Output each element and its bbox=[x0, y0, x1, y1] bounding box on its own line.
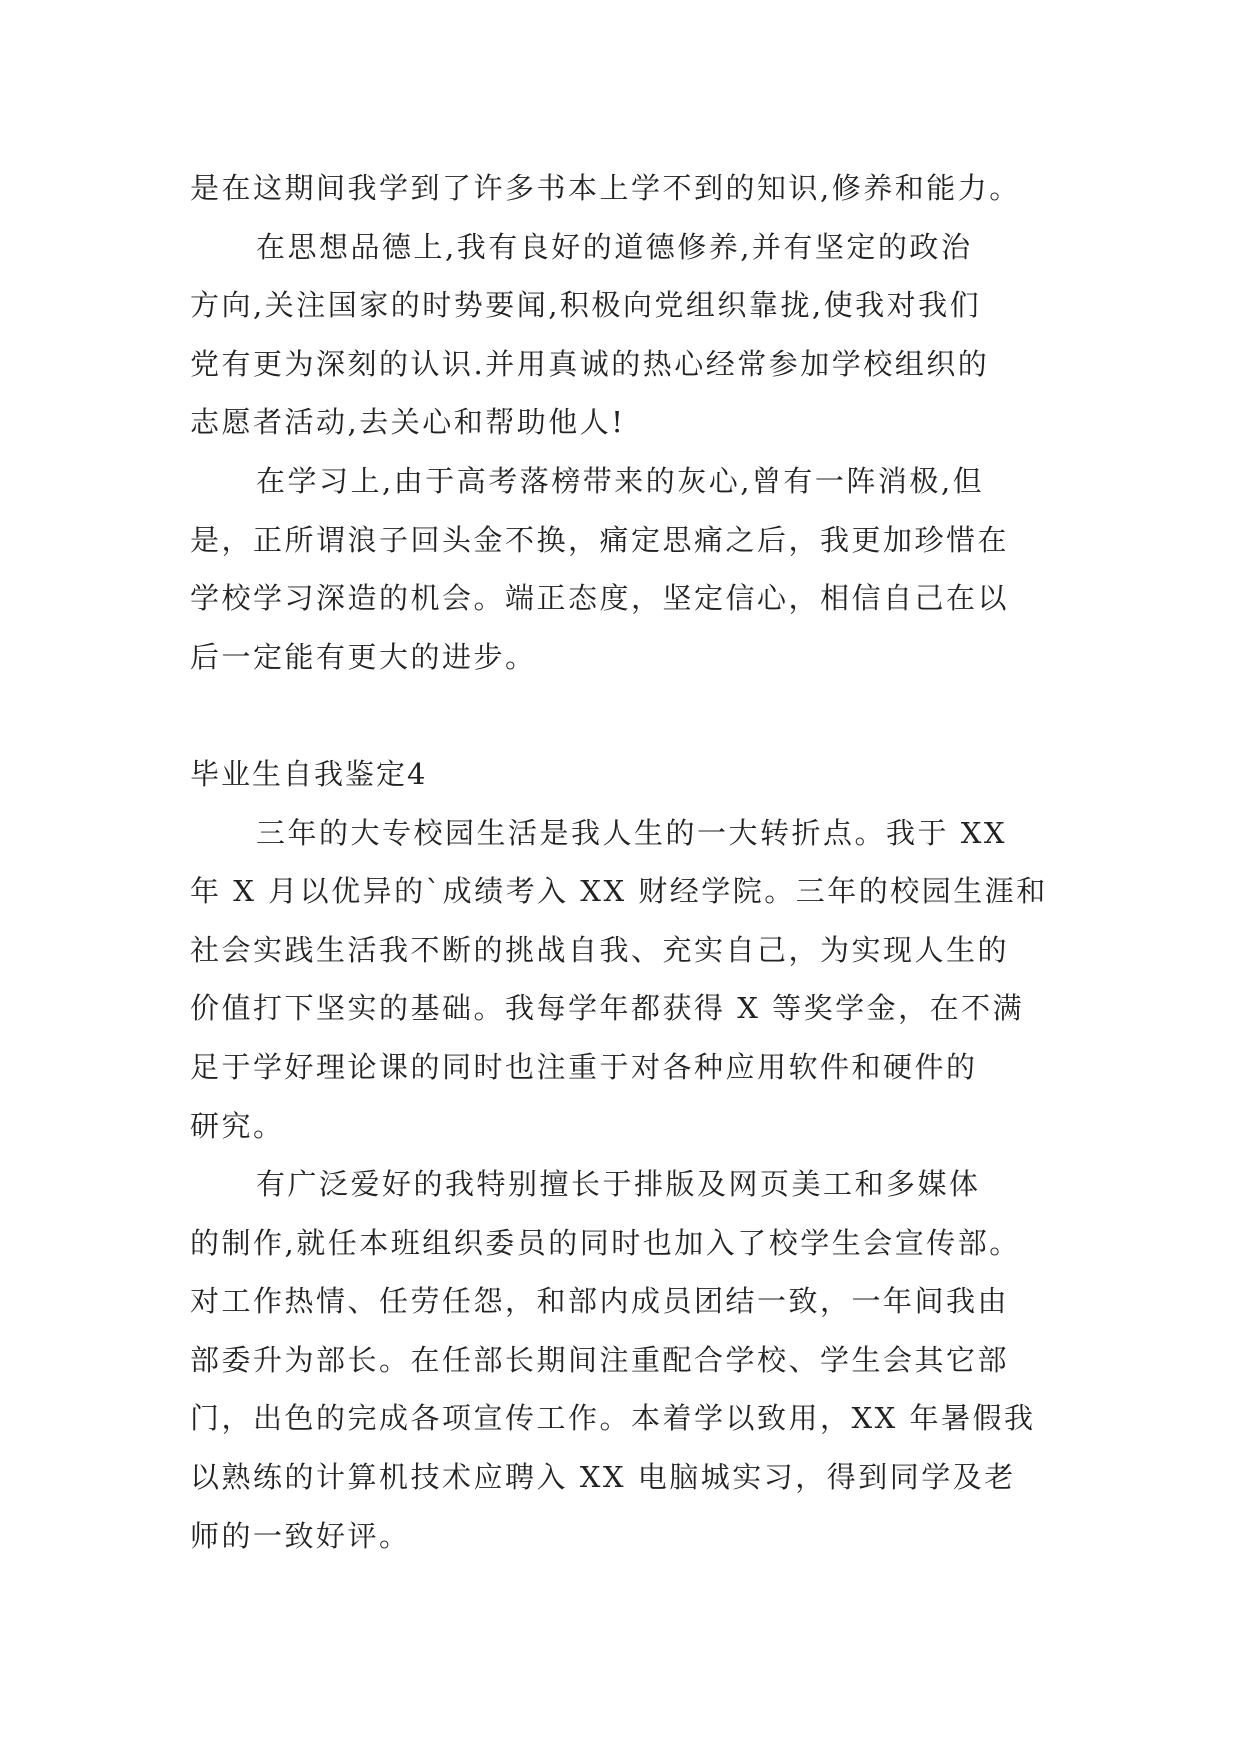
text-line: 以熟练的计算机技术应聘入 XX 电脑城实习，得到同学及老 bbox=[190, 1460, 1016, 1495]
text-line: 价值打下坚实的基础。我每学年都获得 X 等奖学金，在不满 bbox=[190, 991, 1025, 1026]
text-line: 门，出色的完成各项宣传工作。本着学以致用，XX 年暑假我 bbox=[190, 1401, 1036, 1436]
text-line: 年 X 月以优异的`成绩考入 XX 财经学院。三年的校园生涯和 bbox=[190, 874, 1048, 909]
text-line: 党有更为深刻的认识.并用真诚的热心经常参加学校组织的 bbox=[190, 346, 990, 381]
paragraph-start-line: 在思想品德上,我有良好的道德修养,并有坚定的政治 bbox=[256, 229, 973, 264]
document-body bbox=[190, 159, 1090, 1565]
text-line: 是在这期间我学到了许多书本上学不到的知识,修养和能力。 bbox=[190, 171, 1021, 205]
paragraph-start-line: 三年的大专校园生活是我人生的一大转折点。我于 XX bbox=[256, 815, 1008, 850]
text-line: 后一定能有更大的进步。 bbox=[190, 639, 537, 674]
paragraph-start-line: 在学习上,由于高考落榜带来的灰心,曾有一阵消极,但 bbox=[256, 463, 985, 498]
section-heading: 毕业生自我鉴定4 bbox=[190, 756, 428, 791]
text-line: 志愿者活动,去关心和帮助他人! bbox=[190, 405, 626, 440]
text-line: 研究。 bbox=[190, 1108, 285, 1143]
text-line: 方向,关注国家的时势要闻,积极向党组织靠拢,使我对我们 bbox=[190, 288, 982, 323]
text-line: 是，正所谓浪子回头金不换，痛定思痛之后，我更加珍惜在 bbox=[190, 522, 1010, 557]
text-line: 师的一致好评。 bbox=[190, 1518, 411, 1553]
blank-line bbox=[190, 686, 1090, 745]
text-line: 部委升为部长。在任部长期间注重配合学校、学生会其它部 bbox=[190, 1342, 1010, 1377]
text-line: 对工作热情、任劳任怨，和部内成员团结一致，一年间我由 bbox=[190, 1284, 1010, 1319]
text-line: 足于学好理论课的同时也注重于对各种应用软件和硬件的 bbox=[190, 1049, 978, 1084]
text-line: 的制作,就任本班组织委员的同时也加入了校学生会宣传部。 bbox=[190, 1225, 1021, 1260]
paragraph-start-line: 有广泛爱好的我特别擅长于排版及网页美工和多媒体 bbox=[256, 1167, 981, 1202]
text-line: 社会实践生活我不断的挑战自我、充实自己，为实现人生的 bbox=[190, 932, 1010, 967]
text-line: 学校学习深造的机会。端正态度，坚定信心，相信自己在以 bbox=[190, 581, 1010, 616]
